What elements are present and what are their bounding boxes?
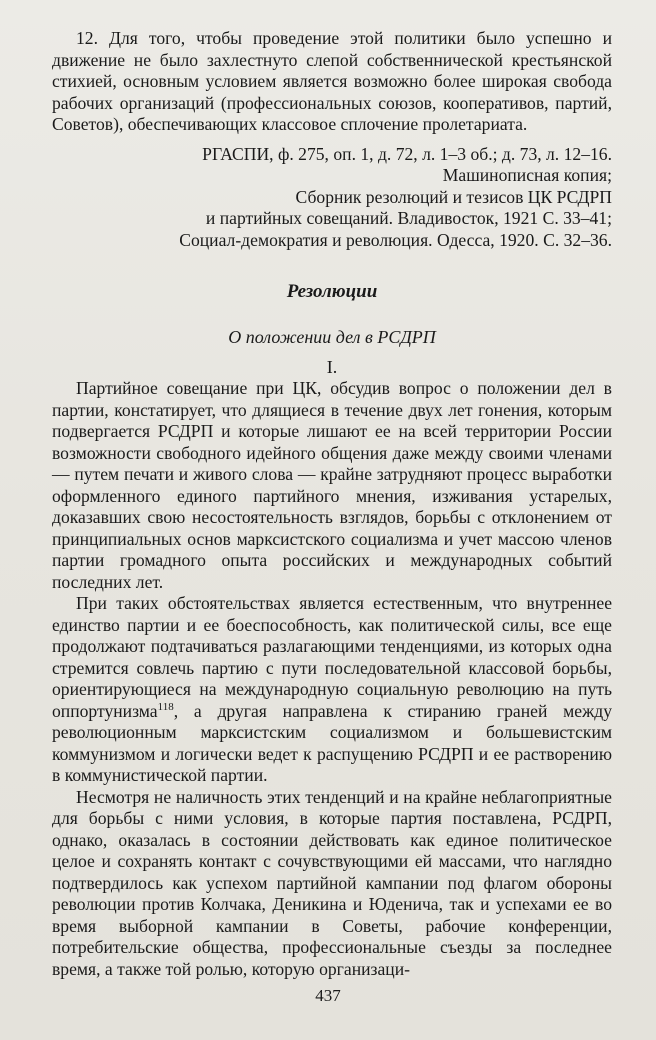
paragraph-2 <box>52 593 612 787</box>
text-column <box>52 28 612 980</box>
source-collection-line1: Сборник резолюций и тезисов ЦК РСДРП <box>295 186 612 207</box>
paragraph-2-end: , а другая направлена к стиранию граней между революционным марксистским социализмом и большевистским коммунизмом и логически ведет к распущению РСДРП и ее растворению в коммунистической партии. <box>52 700 612 785</box>
source-archive: РГАСПИ, ф. 275, оп. 1, д. 72, л. 1–3 об.; д. 73, л. 12–16. <box>202 143 612 164</box>
paragraph-12: 12. Для того, чтобы проведение этой политики было успешно и движение не было захлестнуто слепой собственнической крестьянской стихией, основным условием является возможно более широкая свобода рабочих организаций (профессиональных союзов, кооперативов, партий, Советов), обеспечивающих классовое сплочение пролетариата. <box>52 28 612 134</box>
footnote-reference: 118 <box>157 700 174 713</box>
paragraph-3: Несмотря не наличность этих тенденций и на крайне неблагоприятные для борьбы с ними условия, в которые партия поставлена, РСДРП, однако, оказалась в состоянии действовать как единое политическое целое и сохранять контакт с сочувствующими ей массами, что наглядно подтвердилось как успехом партийной кампании под флагом обороны революции против Колчака, Деникина и Юденича, так и успехами ее во время выборной кампании в Советы, рабочие конференции, потребительские общества, профессиональные съезды за последнее время, а также той ролью, которую организаци- <box>52 786 612 979</box>
resolution-title: О положении дел в РСДРП <box>228 327 436 347</box>
roman-numeral: I. <box>326 357 338 377</box>
source-collection-line3: Социал-демократия и революция. Одесса, 1920. С. 32–36. <box>179 229 612 250</box>
section-title: Резолюции <box>286 281 378 302</box>
paragraph-2-start: При таких обстоятельствах является естественным, что внутреннее единство партии и ее боеспособность, как политической силы, все еще продолжают подтачиваться разлагающими тенденциями, из которых одна стремится совлечь партию с пути последовательной классовой борьбы, ориентирующиеся на международную социальную революцию на путь оппортунизма <box>52 593 612 721</box>
page-number: 437 <box>315 986 341 1005</box>
source-citation <box>52 144 612 252</box>
source-type: Машинописная копия; <box>442 165 612 185</box>
source-collection-line2: и партийных совещаний. Владивосток, 1921 С. 33–41; <box>205 208 612 228</box>
paragraph-1: Партийное совещание при ЦК, обсудив вопрос о положении дел в партии, констатирует, что длящиеся в течение двух лет гонения, которым подвергается РСДРП и которые лишают ее на всей территории России возможности свободного идейного общения даже между своими членами — путем печати и живого слова — крайне затрудняют процесс выработки оформленного единого партийного мнения, изживания устарелых, доказавших свою несостоятельность взглядов, борьбы с отклонением от принципиальных основ марксистского социализма и учет массою членов партии громадного опыта российских и международных событий последних лет. <box>52 378 612 592</box>
